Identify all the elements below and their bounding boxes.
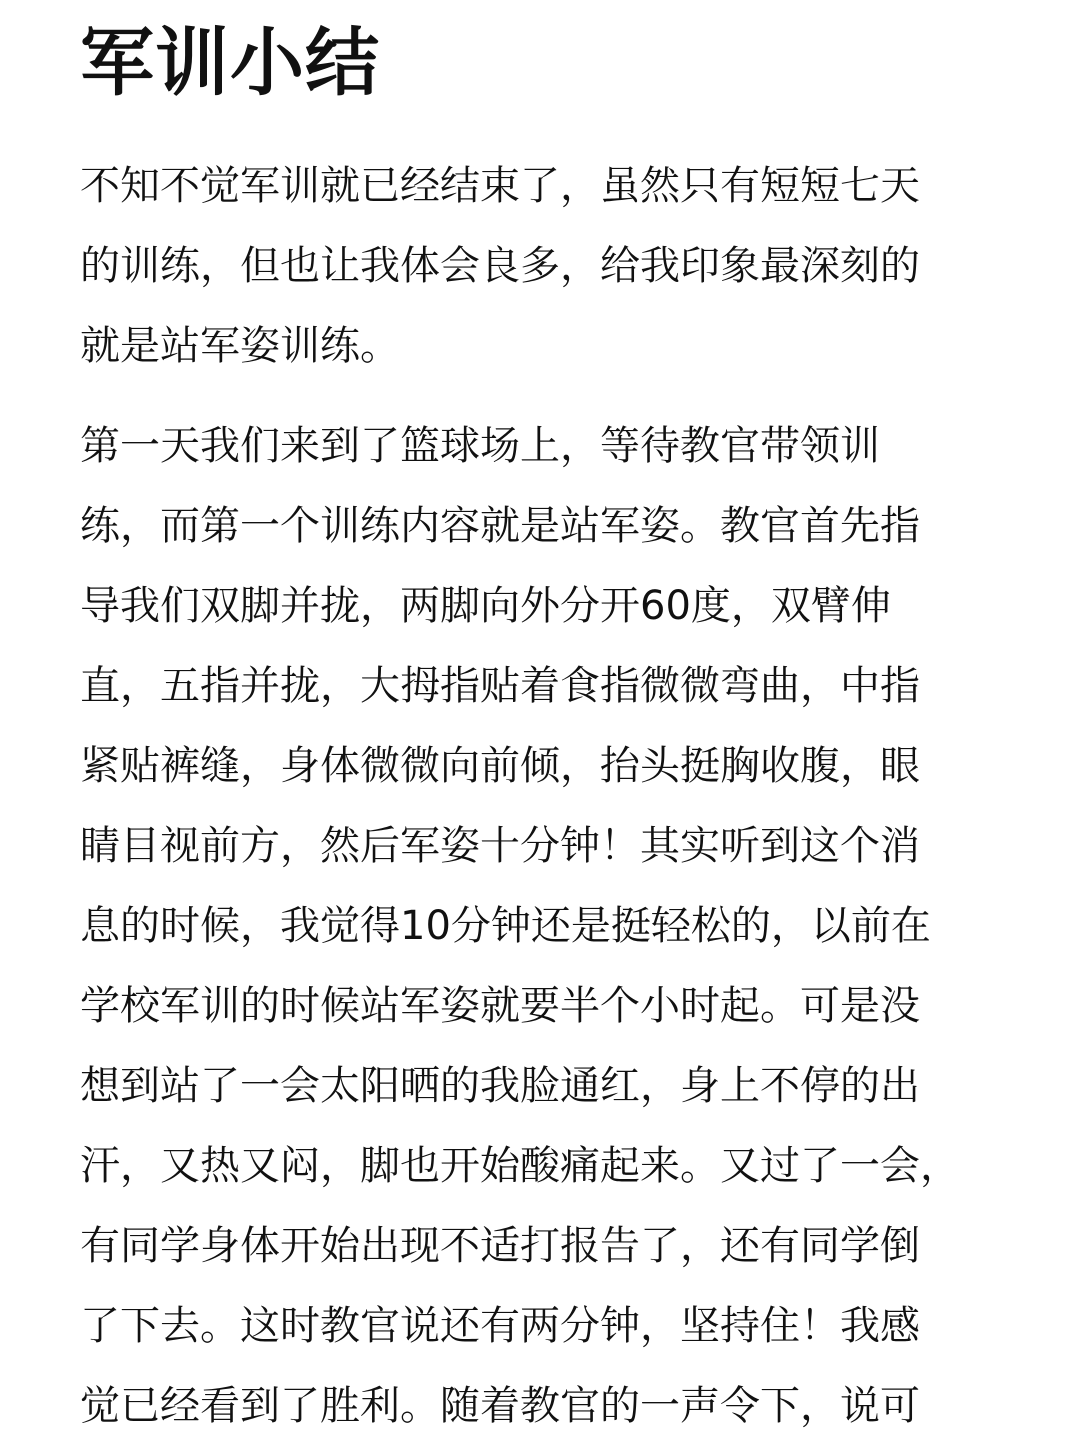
paragraph-line: 练，而第一个训练内容就是站军姿。教官首先指 [80, 503, 920, 549]
paragraph-line: 想到站了一会太阳晒的我脸通红，身上不停的出 [80, 1063, 920, 1109]
paragraph-line: 导我们双脚并拢，两脚向外分开60度，双臂伸 [80, 583, 891, 629]
paragraph-1 [80, 146, 1000, 386]
paragraph-line: 有同学身体开始出现不适打报告了，还有同学倒 [80, 1223, 920, 1269]
paragraph-line: 紧贴裤缝，身体微微向前倾，抬头挺胸收腹，眼 [80, 743, 920, 789]
paragraph-line: 睛目视前方，然后军姿十分钟！其实听到这个消 [80, 823, 920, 869]
paragraph-line: 觉已经看到了胜利。随着教官的一声令下，说可 [80, 1383, 920, 1429]
paragraph-line: 息的时候，我觉得10分钟还是挺轻松的，以前在 [80, 903, 931, 949]
paragraph-line: 的训练，但也让我体会良多，给我印象最深刻的 [80, 243, 920, 289]
paragraph-line: 汗，又热又闷，脚也开始酸痛起来。又过了一会， [80, 1143, 960, 1189]
paragraph-line: 就是站军姿训练。 [80, 323, 400, 369]
paragraph-line: 不知不觉军训就已经结束了，虽然只有短短七天 [80, 163, 920, 209]
article-title: 军训小结 [80, 20, 380, 106]
paragraph-line: 学校军训的时候站军姿就要半个小时起。可是没 [80, 983, 920, 1029]
paragraph-2 [80, 406, 1000, 1438]
paragraph-line: 直，五指并拢，大拇指贴着食指微微弯曲，中指 [80, 663, 920, 709]
paragraph-line: 第一天我们来到了篮球场上，等待教官带领训 [80, 423, 880, 469]
paragraph-line: 了下去。这时教官说还有两分钟，坚持住！我感 [80, 1303, 920, 1349]
